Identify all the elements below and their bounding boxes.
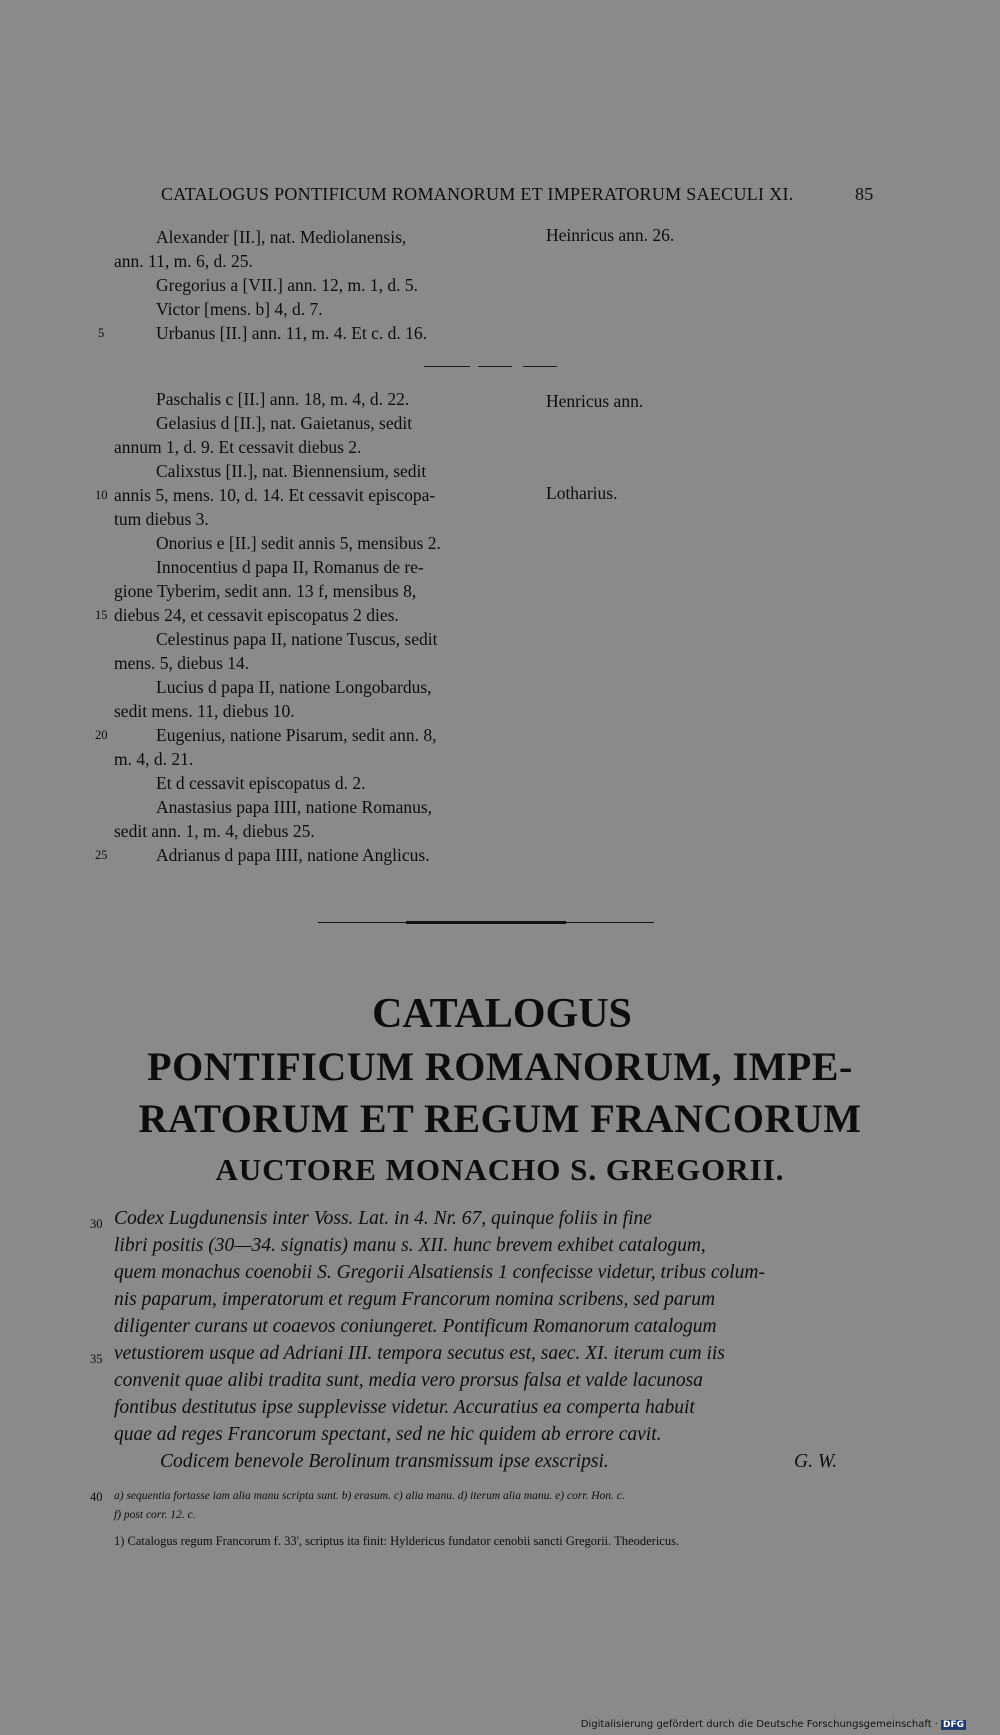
- catalogue-line: Anastasius papa IIII, natione Romanus,: [156, 797, 433, 817]
- intro-line: fontibus destitutus ipse supplevisse videtur. Accuratius ea comperta habuit: [114, 1397, 695, 1418]
- emperor-entry: Lotharius.: [546, 483, 618, 503]
- intro-line: vetustiorem usque ad Adriani III. tempora secutus est, saec. XI. iterum cum iis: [114, 1343, 725, 1364]
- catalogue-line: ann. 11, m. 6, d. 25.: [114, 251, 253, 271]
- intro-line: libri positis (30—34. signatis) manu s. XII. hunc brevem exhibet catalogum,: [114, 1235, 706, 1256]
- catalogue-line: diebus 24, et cessavit episcopatus 2 dies.: [114, 605, 399, 625]
- catalogue-line: m. 4, d. 21.: [114, 749, 194, 769]
- catalogue-line: Innocentius d papa II, Romanus de re-: [156, 557, 424, 577]
- catalogue-line: Paschalis c [II.] ann. 18, m. 4, d. 22.: [156, 389, 410, 409]
- title-line: PONTIFICUM ROMANORUM, IMPE-: [147, 1044, 853, 1089]
- line-number: 30: [90, 1217, 103, 1231]
- catalogue-line: Lucius d papa II, natione Longobardus,: [156, 677, 432, 697]
- line-number: 40: [90, 1490, 103, 1504]
- catalogue-line: Onorius e [II.] sedit annis 5, mensibus 2.: [156, 533, 441, 553]
- catalogue-line: Gregorius a [VII.] ann. 12, m. 1, d. 5.: [156, 275, 418, 295]
- intro-line: quem monachus coenobii S. Gregorii Alsatiensis 1 confecisse videtur, tribus colum-: [114, 1262, 766, 1283]
- catalogue-line: tum diebus 3.: [114, 509, 209, 529]
- line-number: 15: [95, 608, 108, 622]
- title-line: RATORUM ET REGUM FRANCORUM: [138, 1096, 862, 1141]
- line-number: 25: [95, 848, 108, 862]
- line-number: 10: [95, 488, 108, 502]
- apparatus-line: a) sequentia fortasse iam alia manu scripta sunt. b) erasum. c) alia manu. d) iterum alia manu. e) corr. Hon. c.: [114, 1490, 625, 1502]
- catalogue-line: Celestinus papa II, natione Tuscus, sedit: [156, 629, 438, 649]
- catalogue-line: annis 5, mens. 10, d. 14. Et cessavit episcopa-: [114, 485, 436, 505]
- line-number: 20: [95, 728, 108, 742]
- ornament-rule: [318, 921, 654, 924]
- signature: G. W.: [794, 1451, 838, 1472]
- credit-text: Digitalisierung gefördert durch die Deutsche Forschungsgemeinschaft ·: [580, 1719, 938, 1730]
- title-line: AUCTORE MONACHO S. GREGORII.: [215, 1152, 785, 1187]
- intro-line: diligenter curans ut coaevos coniungeret. Pontificum Romanorum catalogum: [114, 1316, 717, 1337]
- catalogue-line: mens. 5, diebus 14.: [114, 653, 250, 673]
- emperor-entry: Heinricus ann. 26.: [546, 225, 675, 245]
- dfg-logo: DFG: [942, 1720, 964, 1730]
- line-number: 35: [90, 1352, 103, 1366]
- footnote: 1) Catalogus regum Francorum f. 33', scriptus ita finit: Hyldericus fundator cenobii sancti Gregorii. Theodericus.: [114, 1534, 680, 1548]
- intro-line: Codicem benevole Berolinum transmissum ipse exscripsi.: [160, 1451, 609, 1472]
- running-title: CATALOGUS PONTIFICUM ROMANORUM ET IMPERATORUM SAECULI XI.: [161, 184, 794, 204]
- catalogue-line: Et d cessavit episcopatus d. 2.: [156, 773, 366, 793]
- catalogue-line: gione Tyberim, sedit ann. 13 f, mensibus 8,: [114, 581, 417, 601]
- page-number: 85: [855, 184, 874, 204]
- catalogue-line: annum 1, d. 9. Et cessavit diebus 2.: [114, 437, 362, 457]
- catalogue-line: Urbanus [II.] ann. 11, m. 4. Et c. d. 16.: [156, 323, 428, 343]
- emperor-entry: Henricus ann.: [546, 391, 644, 411]
- catalogue-line: sedit ann. 1, m. 4, diebus 25.: [114, 821, 315, 841]
- intro-line: convenit quae alibi tradita sunt, media vero prorsus falsa et valde lacunosa: [114, 1370, 703, 1391]
- catalogue-line: sedit mens. 11, diebus 10.: [114, 701, 295, 721]
- catalogue-line: Calixstus [II.], nat. Biennensium, sedit: [156, 461, 427, 481]
- line-number: 5: [98, 326, 105, 340]
- catalogue-line: Adrianus d papa IIII, natione Anglicus.: [156, 845, 430, 865]
- intro-line: nis paparum, imperatorum et regum Francorum nomina scribens, sed parum: [114, 1289, 716, 1310]
- catalogue-line: Alexander [II.], nat. Mediolanensis,: [156, 227, 407, 247]
- intro-line: Codex Lugdunensis inter Voss. Lat. in 4. Nr. 67, quinque foliis in fine: [114, 1208, 652, 1229]
- catalogue-line: Gelasius d [II.], nat. Gaietanus, sedit: [156, 413, 413, 433]
- apparatus-line: f) post corr. 12. c.: [114, 1509, 196, 1521]
- digitization-credit: [581, 1719, 966, 1730]
- title-line: CATALOGUS: [372, 991, 632, 1037]
- catalogue-line: Victor [mens. b] 4, d. 7.: [156, 299, 323, 319]
- catalogue-line: Eugenius, natione Pisarum, sedit ann. 8,: [156, 725, 437, 745]
- intro-line: quae ad reges Francorum spectant, sed ne hic quidem ab errore cavit.: [114, 1424, 662, 1445]
